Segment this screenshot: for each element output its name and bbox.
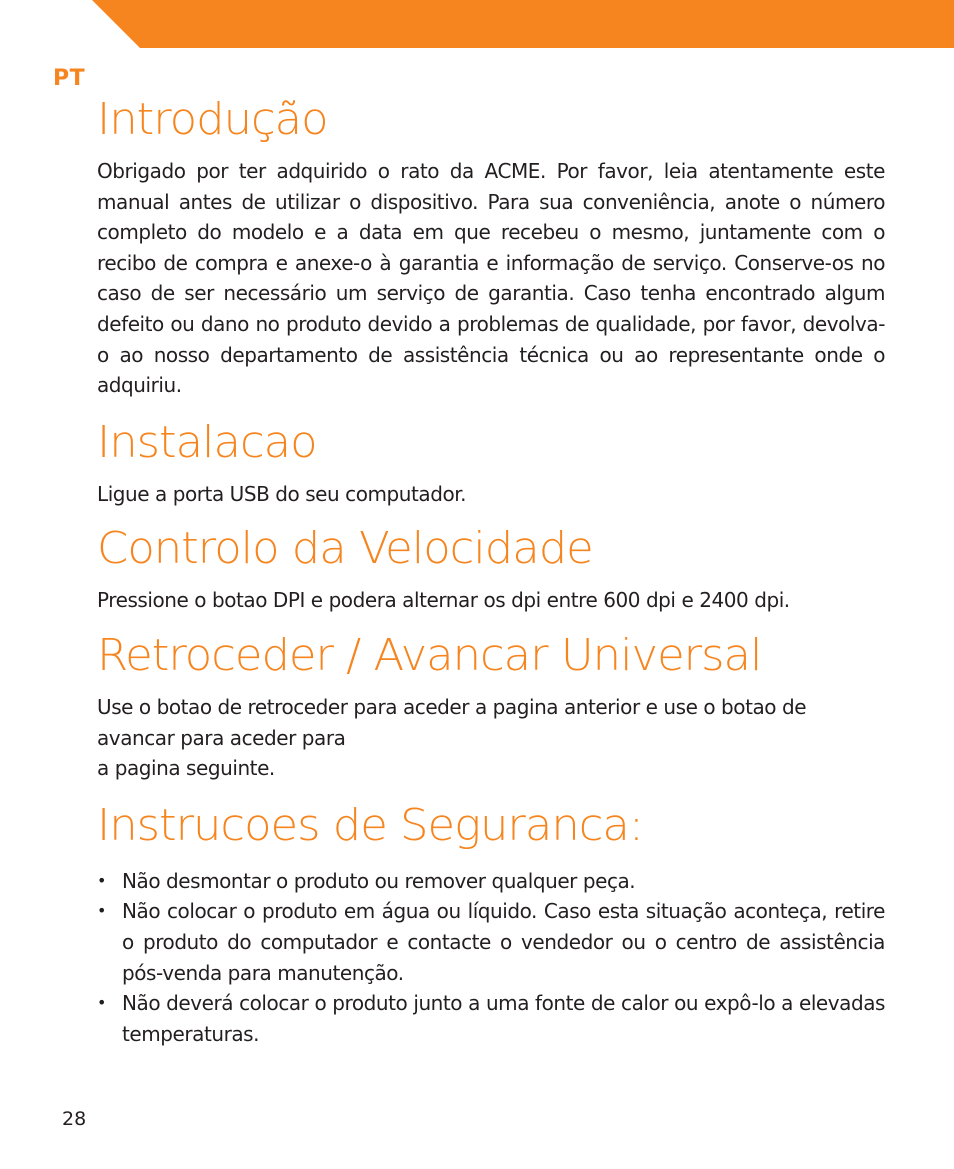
navigation-line-2: a pagina seguinte. [97,756,275,781]
section-title-speed-control: Controlo da Velocidade [97,523,593,575]
list-item [97,988,885,1049]
section-title-installation: Instalacao [97,416,317,468]
section-title-introduction: Introdução [97,94,328,145]
section-title-safety: Instrucoes de Seguranca: [97,799,644,851]
section-title-navigation: Retroceder / Avancar Universal [97,629,762,681]
bullet-icon: • [97,993,106,1013]
safety-item-text: Não deverá colocar o produto junto a uma fonte de calor ou expô-lo a elevadas temperaturas. [122,991,885,1046]
installation-paragraph: Ligue a porta USB do seu computador. [97,481,467,506]
safety-list [97,866,885,1050]
introduction-paragraph: Obrigado por ter adquirido o rato da ACME. Por favor, leia atentamente este manual antes de utilizar o dispositivo. Para sua conveniência, anote o número completo do modelo e a data em que recebeu o mesmo, juntamente com o recibo de compra e anexe-o à garantia e informação de serviço. Conserve-os no caso de ser necessário um serviço de garantia. Caso tenha encontrado algum defeito ou dano no produto devido a problemas de qualidade, por favor, devolva-o ao nosso departamento de assistência técnica ou ao representante onde o adquiriu. [97,159,885,398]
navigation-paragraph [97,692,885,784]
manual-content [97,90,885,1049]
list-item [97,896,885,988]
safety-item-text: Não colocar o produto em água ou líquido. Caso esta situação aconteça, retire o produto do computador e contacte o vendedor ou o centro de assistência pós-venda para manutenção. [122,899,885,985]
orange-header-band [0,0,954,48]
navigation-line-1: Use o botao de retroceder para aceder a pagina anterior e use o botao de avancar para aceder para [97,694,807,750]
bullet-icon: • [97,901,106,921]
list-item [97,866,885,897]
page-number: 28 [62,1108,87,1130]
language-label: PT [53,66,86,91]
safety-item-text: Não desmontar o produto ou remover qualquer peça. [122,868,636,893]
bullet-icon: • [97,870,106,890]
speed-control-paragraph: Pressione o botao DPI e podera alternar os dpi entre 600 dpi e 2400 dpi. [97,588,790,613]
